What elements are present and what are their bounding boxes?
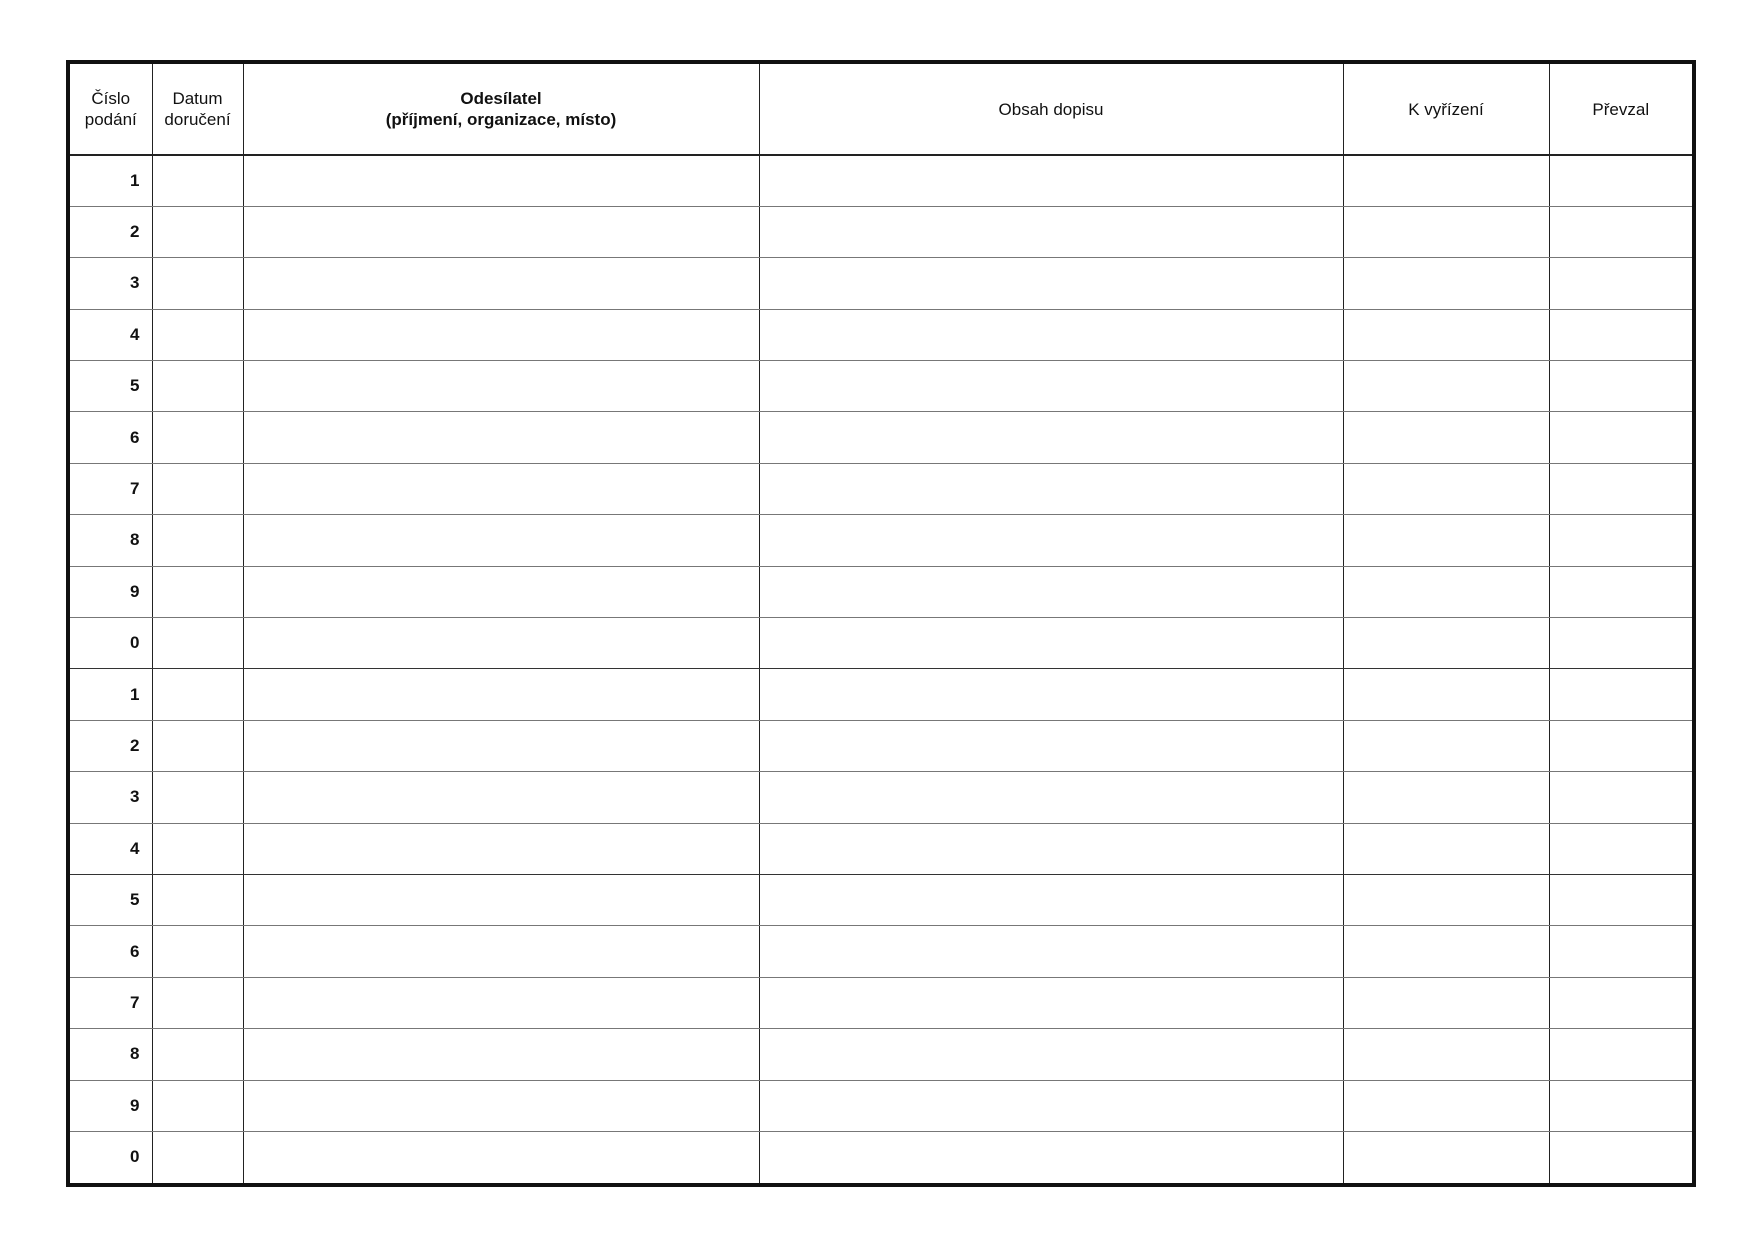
k-vyrizeni-cell[interactable] [1343,1029,1549,1080]
odesilatel-cell[interactable] [243,823,759,874]
row-number: 9 [70,1080,152,1131]
k-vyrizeni-cell[interactable] [1343,823,1549,874]
prevzal-cell[interactable] [1549,566,1692,617]
k-vyrizeni-cell[interactable] [1343,1131,1549,1183]
datum-doruceni-cell[interactable] [152,1029,243,1080]
table-row [70,1029,1692,1080]
k-vyrizeni-cell[interactable] [1343,977,1549,1028]
incoming-mail-register-table [70,64,1692,1183]
obsah-dopisu-cell[interactable] [759,566,1343,617]
table-row [70,515,1692,566]
k-vyrizeni-cell[interactable] [1343,361,1549,412]
odesilatel-cell[interactable] [243,720,759,771]
datum-doruceni-cell[interactable] [152,669,243,720]
header-odesilatel-line-2: (příjmení, organizace, místo) [385,110,617,129]
row-number: 9 [70,566,152,617]
row-number: 7 [70,977,152,1028]
header-prevzal-line-1: Převzal [1592,99,1650,119]
header-odesilatel [243,64,759,155]
obsah-dopisu-cell[interactable] [759,515,1343,566]
odesilatel-cell[interactable] [243,566,759,617]
datum-doruceni-cell[interactable] [152,412,243,463]
datum-doruceni-cell[interactable] [152,772,243,823]
odesilatel-cell[interactable] [243,515,759,566]
row-number: 6 [70,412,152,463]
odesilatel-cell[interactable] [243,772,759,823]
obsah-dopisu-cell[interactable] [759,309,1343,360]
prevzal-cell[interactable] [1549,823,1692,874]
header-cislo-line-2: podání [84,110,137,129]
odesilatel-cell[interactable] [243,1080,759,1131]
k-vyrizeni-cell[interactable] [1343,720,1549,771]
table-row [70,618,1692,669]
obsah-dopisu-cell[interactable] [759,1029,1343,1080]
prevzal-cell[interactable] [1549,155,1692,206]
table-row [70,772,1692,823]
k-vyrizeni-cell[interactable] [1343,515,1549,566]
datum-doruceni-cell[interactable] [152,1080,243,1131]
datum-doruceni-cell[interactable] [152,1131,243,1183]
odesilatel-cell[interactable] [243,463,759,514]
header-obsah-line-1: Obsah dopisu [998,99,1104,119]
datum-doruceni-cell[interactable] [152,463,243,514]
k-vyrizeni-cell[interactable] [1343,309,1549,360]
k-vyrizeni-cell[interactable] [1343,566,1549,617]
prevzal-cell[interactable] [1549,772,1692,823]
datum-doruceni-cell[interactable] [152,926,243,977]
obsah-dopisu-cell[interactable] [759,361,1343,412]
row-number: 8 [70,1029,152,1080]
table-row [70,926,1692,977]
k-vyrizeni-cell[interactable] [1343,1080,1549,1131]
prevzal-cell[interactable] [1549,1029,1692,1080]
header-cislo-line-1: Číslo [91,89,131,108]
table-row [70,258,1692,309]
odesilatel-cell[interactable] [243,1029,759,1080]
header-k-vyrizeni [1343,64,1549,155]
prevzal-cell[interactable] [1549,412,1692,463]
datum-doruceni-cell[interactable] [152,720,243,771]
table-row [70,1080,1692,1131]
datum-doruceni-cell[interactable] [152,515,243,566]
odesilatel-cell[interactable] [243,155,759,206]
datum-doruceni-cell[interactable] [152,361,243,412]
obsah-dopisu-cell[interactable] [759,977,1343,1028]
odesilatel-cell[interactable] [243,926,759,977]
k-vyrizeni-cell[interactable] [1343,772,1549,823]
row-number: 1 [70,155,152,206]
prevzal-cell[interactable] [1549,1131,1692,1183]
table-row [70,669,1692,720]
odesilatel-cell[interactable] [243,977,759,1028]
table-row [70,566,1692,617]
row-number: 6 [70,926,152,977]
row-number: 0 [70,1131,152,1183]
row-number: 8 [70,515,152,566]
obsah-dopisu-cell[interactable] [759,412,1343,463]
table-row [70,155,1692,206]
header-cislo-podani [70,64,152,155]
table-row [70,874,1692,925]
prevzal-cell[interactable] [1549,926,1692,977]
prevzal-cell[interactable] [1549,720,1692,771]
table-row [70,309,1692,360]
obsah-dopisu-cell[interactable] [759,258,1343,309]
row-number: 4 [70,309,152,360]
datum-doruceni-cell[interactable] [152,258,243,309]
datum-doruceni-cell[interactable] [152,823,243,874]
table-row [70,977,1692,1028]
table-row [70,206,1692,257]
prevzal-cell[interactable] [1549,258,1692,309]
k-vyrizeni-cell[interactable] [1343,618,1549,669]
k-vyrizeni-cell[interactable] [1343,669,1549,720]
prevzal-cell[interactable] [1549,874,1692,925]
header-prevzal [1549,64,1692,155]
table-row [70,361,1692,412]
row-number: 7 [70,463,152,514]
row-number: 4 [70,823,152,874]
obsah-dopisu-cell[interactable] [759,772,1343,823]
odesilatel-cell[interactable] [243,258,759,309]
odesilatel-cell[interactable] [243,1131,759,1183]
prevzal-cell[interactable] [1549,618,1692,669]
datum-doruceni-cell[interactable] [152,977,243,1028]
prevzal-cell[interactable] [1549,309,1692,360]
odesilatel-cell[interactable] [243,412,759,463]
k-vyrizeni-cell[interactable] [1343,874,1549,925]
table-row [70,463,1692,514]
row-number: 2 [70,206,152,257]
datum-doruceni-cell[interactable] [152,618,243,669]
prevzal-cell[interactable] [1549,515,1692,566]
row-number: 0 [70,618,152,669]
header-datum-doruceni [152,64,243,155]
row-number: 5 [70,874,152,925]
table-row [70,823,1692,874]
k-vyrizeni-cell[interactable] [1343,412,1549,463]
odesilatel-cell[interactable] [243,618,759,669]
k-vyrizeni-cell[interactable] [1343,155,1549,206]
k-vyrizeni-cell[interactable] [1343,258,1549,309]
row-number: 5 [70,361,152,412]
datum-doruceni-cell[interactable] [152,155,243,206]
row-number: 2 [70,720,152,771]
prevzal-cell[interactable] [1549,669,1692,720]
obsah-dopisu-cell[interactable] [759,155,1343,206]
k-vyrizeni-cell[interactable] [1343,463,1549,514]
odesilatel-cell[interactable] [243,669,759,720]
odesilatel-cell[interactable] [243,361,759,412]
row-number: 3 [70,258,152,309]
prevzal-cell[interactable] [1549,206,1692,257]
obsah-dopisu-cell[interactable] [759,463,1343,514]
header-odesilatel-line-1: Odesílatel [460,89,542,108]
header-datum-line-1: Datum [172,89,223,108]
datum-doruceni-cell[interactable] [152,874,243,925]
odesilatel-cell[interactable] [243,874,759,925]
header-row [70,64,1692,155]
register-form [66,60,1696,1187]
odesilatel-cell[interactable] [243,309,759,360]
table-row [70,412,1692,463]
row-number: 1 [70,669,152,720]
datum-doruceni-cell[interactable] [152,566,243,617]
obsah-dopisu-cell[interactable] [759,874,1343,925]
row-number: 3 [70,772,152,823]
obsah-dopisu-cell[interactable] [759,669,1343,720]
datum-doruceni-cell[interactable] [152,309,243,360]
obsah-dopisu-cell[interactable] [759,618,1343,669]
table-row [70,720,1692,771]
header-vyrizeni-line-1: K vyřízení [1408,99,1484,119]
header-obsah-dopisu [759,64,1343,155]
header-datum-line-2: doručení [164,110,231,129]
prevzal-cell[interactable] [1549,463,1692,514]
obsah-dopisu-cell[interactable] [759,206,1343,257]
obsah-dopisu-cell[interactable] [759,823,1343,874]
obsah-dopisu-cell[interactable] [759,1080,1343,1131]
table-row [70,1131,1692,1183]
register-body [70,155,1692,1183]
prevzal-cell[interactable] [1549,1080,1692,1131]
datum-doruceni-cell[interactable] [152,206,243,257]
obsah-dopisu-cell[interactable] [759,1131,1343,1183]
prevzal-cell[interactable] [1549,361,1692,412]
k-vyrizeni-cell[interactable] [1343,206,1549,257]
odesilatel-cell[interactable] [243,206,759,257]
obsah-dopisu-cell[interactable] [759,926,1343,977]
obsah-dopisu-cell[interactable] [759,720,1343,771]
k-vyrizeni-cell[interactable] [1343,926,1549,977]
prevzal-cell[interactable] [1549,977,1692,1028]
